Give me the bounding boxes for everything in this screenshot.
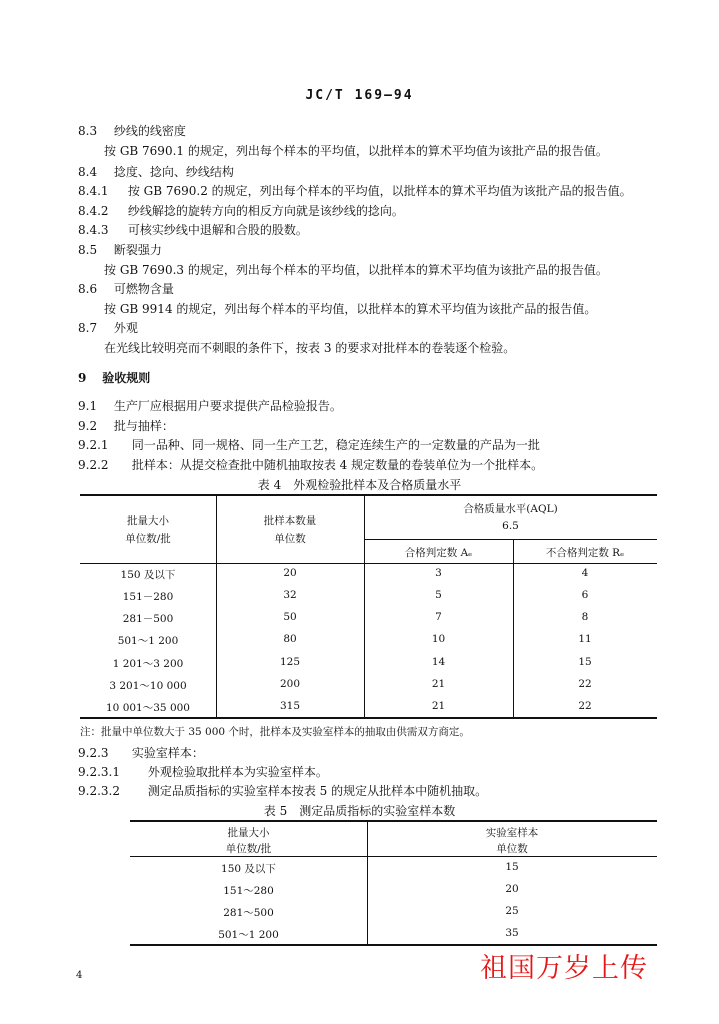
table-vrule	[513, 539, 514, 717]
cell-lab: 20	[505, 883, 519, 895]
cell-sample: 125	[279, 656, 301, 668]
header-accept-number: 合格判定数 Aₑ	[404, 547, 473, 559]
cell-lot: 151－280	[122, 591, 174, 603]
cell-lab: 25	[505, 905, 519, 917]
cell-lot: 1 201～3 200	[112, 658, 184, 670]
table-top-rule	[80, 494, 657, 496]
uploader-watermark: 祖国万岁上传	[480, 953, 648, 984]
section-text: 测定品质指标的实验室样本按表 5 的规定从批样本中随机抽取。	[147, 784, 488, 798]
paragraph: 按 GB 7690.1 的规定，列出每个样本的平均值，以批样本的算术平均值为该批产品的报告值。	[104, 144, 608, 158]
section-9-2-3-2	[78, 783, 487, 799]
section-text: 生产厂应根据用户要求提供产品检验报告。	[113, 399, 342, 413]
section-number: 9.2	[78, 419, 98, 433]
cell-ac: 10	[431, 633, 446, 645]
section-number: 8.3	[78, 124, 98, 138]
cell-ac: 21	[431, 700, 446, 712]
section-title: 外观	[113, 321, 138, 335]
header-aql-value: 6.5	[502, 520, 519, 532]
cell-re: 6	[581, 589, 589, 601]
chapter-9-heading	[78, 370, 150, 386]
cell-lot: 281～500	[223, 907, 274, 919]
section-number: 8.4.2	[78, 204, 109, 218]
section-8-5	[78, 242, 162, 258]
header-lot-size: 批量大小	[227, 827, 270, 839]
page-number: 4	[76, 970, 83, 981]
header-sample-size: 批样本数量	[263, 515, 317, 527]
table-bottom-rule	[80, 717, 657, 719]
cell-re: 4	[581, 567, 589, 579]
header-lab-unit: 单位数	[496, 843, 528, 855]
section-text: 可核实纱线中退解和合股的股数。	[127, 223, 308, 237]
cell-lot: 10 001～35 000	[106, 702, 190, 714]
section-9-2	[78, 418, 174, 434]
cell-sample: 315	[279, 700, 301, 712]
cell-lot: 150 及以下	[221, 863, 276, 875]
paragraph: 在光线比较明亮而不刺眼的条件下，按表 3 的要求对批样本的卷装逐个检验。	[104, 341, 516, 355]
header-lot-unit: 单位数/批	[125, 533, 171, 545]
table-top-rule	[130, 820, 657, 822]
section-9-2-2	[78, 457, 543, 473]
section-9-2-1	[78, 437, 540, 453]
section-9-2-3	[78, 745, 204, 761]
section-text: 纱线解捻的旋转方向的相反方向就是该纱线的捻向。	[127, 204, 404, 218]
header-aql: 合格质量水平(AQL)	[463, 503, 558, 515]
page-header: JC/T 169—94	[305, 88, 414, 103]
section-title: 纱线的线密度	[113, 124, 186, 138]
section-title: 捻度、捻向、纱线结构	[113, 165, 234, 179]
section-9-2-3-1	[78, 764, 328, 780]
cell-ac: 14	[431, 656, 446, 668]
section-number: 9.2.3.2	[78, 784, 120, 798]
section-8-3	[78, 123, 186, 139]
cell-ac: 7	[435, 611, 442, 623]
header-lot-unit: 单位数/批	[225, 843, 272, 855]
header-lab-sample: 实验室样本	[485, 827, 539, 839]
cell-re: 11	[578, 633, 592, 645]
section-number: 8.5	[78, 243, 98, 257]
paragraph: 按 GB 9914 的规定，列出每个样本的平均值，以批样本的算术平均值为该批产品的报告值。	[104, 302, 597, 316]
cell-lot: 501～1 200	[218, 929, 279, 941]
section-text: 批与抽样：	[113, 419, 174, 433]
section-8-6	[78, 281, 174, 297]
cell-sample: 50	[283, 611, 297, 623]
cell-sample: 20	[283, 567, 297, 579]
cell-re: 22	[578, 700, 592, 712]
paragraph: 按 GB 7690.3 的规定，列出每个样本的平均值，以批样本的算术平均值为该批产品的报告值。	[104, 263, 608, 277]
chapter-number: 9	[78, 371, 87, 385]
section-number: 9.2.1	[78, 438, 109, 452]
section-number: 9.2.2	[78, 458, 109, 472]
section-9-1	[78, 398, 342, 414]
section-text: 同一品种、同一规格、同一生产工艺，稳定连续生产的一定数量的产品为一批	[131, 438, 540, 452]
section-title: 可燃物含量	[113, 282, 174, 296]
section-text: 批样本：从提交检查批中随机抽取按表 4 规定数量的卷装单位为一个批样本。	[131, 458, 544, 472]
cell-sample: 80	[283, 633, 297, 645]
section-number: 8.6	[78, 282, 98, 296]
section-number: 9.1	[78, 399, 98, 413]
cell-ac: 5	[435, 589, 442, 601]
table-4-note: 注：批量中单位数大于 35 000 个时，批样本及实验室样本的抽取由供需双方商定。	[80, 726, 470, 738]
cell-lab: 15	[505, 861, 519, 873]
section-title: 断裂强力	[113, 243, 162, 257]
section-number: 9.2.3.1	[78, 765, 120, 779]
table-header-rule	[80, 563, 657, 564]
table-subheader-rule	[364, 539, 657, 540]
chapter-title: 验收规则	[102, 371, 151, 385]
section-8-4-3	[78, 222, 308, 238]
cell-lot: 3 201～10 000	[109, 680, 187, 692]
section-8-4-1	[78, 183, 632, 199]
cell-lot: 281－500	[122, 613, 174, 625]
cell-lot: 151～280	[223, 885, 274, 897]
section-text: 实验室样本：	[131, 746, 204, 760]
section-number: 9.2.3	[78, 746, 109, 760]
cell-ac: 3	[435, 567, 442, 579]
header-reject-number: 不合格判定数 Rₑ	[545, 547, 625, 559]
cell-re: 8	[581, 611, 589, 623]
cell-re: 15	[578, 656, 592, 668]
section-text: 外观检验取批样本为实验室样本。	[147, 765, 328, 779]
section-8-7	[78, 320, 138, 336]
cell-lab: 35	[505, 927, 519, 939]
section-8-4	[78, 164, 234, 180]
cell-re: 22	[578, 678, 592, 690]
section-text: 按 GB 7690.2 的规定，列出每个样本的平均值，以批样本的算术平均值为该批产品的报告值。	[127, 184, 632, 198]
header-lot-size: 批量大小	[127, 515, 169, 527]
section-number: 8.4.3	[78, 223, 109, 237]
table-5-caption: 表 5 测定品质指标的实验室样本数	[263, 804, 456, 818]
section-number: 8.4.1	[78, 184, 109, 198]
cell-sample: 200	[279, 678, 301, 690]
header-sample-unit: 单位数	[274, 533, 306, 545]
section-8-4-2	[78, 203, 404, 219]
cell-lot: 501～1 200	[117, 635, 179, 647]
cell-lot: 150 及以下	[120, 569, 176, 581]
section-number: 8.7	[78, 321, 98, 335]
table-header-rule	[130, 856, 657, 857]
cell-sample: 32	[283, 589, 297, 601]
section-number: 8.4	[78, 165, 98, 179]
table-4-caption: 表 4 外观检验批样本及合格质量水平	[257, 478, 462, 492]
cell-ac: 21	[431, 678, 446, 690]
